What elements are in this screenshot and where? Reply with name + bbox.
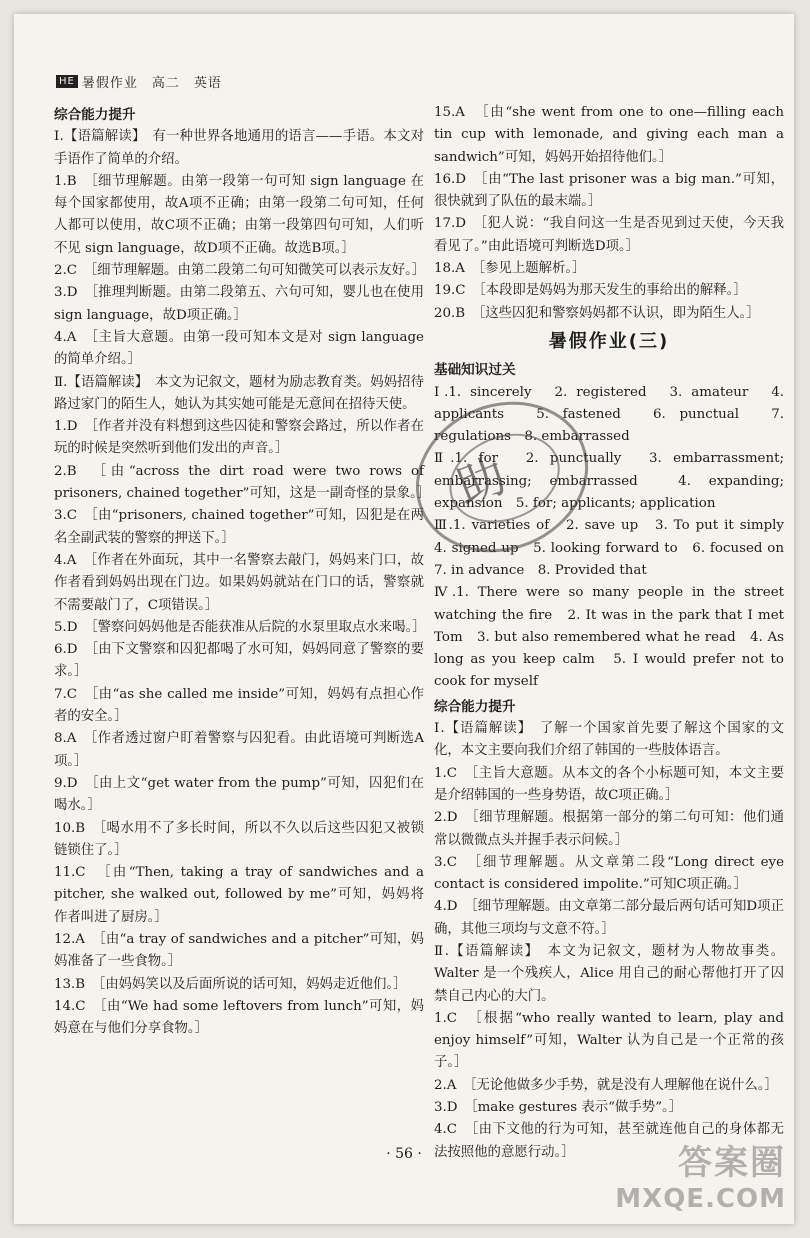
answer-item: 2.B ［由“across the dirt road were two rows of prisoners, chained together”可知，这是一副奇怪的景象。］ — [54, 463, 431, 502]
section-heading: 综合能力提升 — [54, 107, 136, 123]
stamp-glyph: 助 — [448, 447, 515, 518]
answer-item: Ⅲ.1. varieties of 2. save up 3. To put it simply 4. signed up 5. looking forward to 6. focused on 7. in advance 8. Provided that — [434, 518, 798, 578]
answer-item: 6.D ［由下文警察和囚犯都喝了水可知，妈妈同意了警察的要求。］ — [54, 642, 424, 680]
passage-summary: Ⅰ.【语篇解读】 有一种世界各地通用的语言——手语。本文对手语作了简单的介绍。 — [54, 129, 424, 167]
answer-item: 1.D ［作者并没有料想到这些囚徒和警察会路过，所以作者在玩的时候是突然听到他们发出的声音。］ — [54, 419, 424, 457]
answer-item: 20.B ［这些囚犯和警察妈妈都不认识，即为陌生人。］ — [434, 305, 760, 321]
answer-item: 4.A ［作者在外面玩，其中一名警察去敲门，妈妈来门口，故作者看到妈妈出现在门边。如果妈妈就站在门口的话，警察就不需要敲门了，C项错误。］ — [54, 552, 424, 613]
section-heading: 综合能力提升 — [434, 698, 516, 715]
answer-item: 3.C ［由“prisoners, chained together”可知，囚犯是在两名全副武装的警察的押送下。］ — [54, 508, 424, 546]
passage-summary: Ⅰ.【语篇解读】 了解一个国家首先要了解这个国家的文化，本文主要向我们介绍了韩国的一些肢体语言。 — [434, 721, 784, 759]
page-header — [56, 72, 222, 91]
answer-item: 2.D ［细节理解题。根据第一部分的第二句可知：他们通常以微微点头并握手表示问候。］ — [434, 810, 784, 848]
page-number: · 56 · — [386, 1146, 422, 1162]
answer-item: 13.B ［由妈妈笑以及后面所说的话可知，妈妈走近他们。］ — [54, 976, 407, 992]
answer-item: 16.D ［由“The last prisoner was a big man.”可知，很快就到了队伍的最末端。］ — [434, 171, 784, 210]
answer-item: 1.C ［根据“who really wanted to learn, play and enjoy himself”可知，Walter 认为自己是一个正常的孩子。］ — [434, 1010, 784, 1071]
section-heading: 基础知识过关 — [434, 362, 516, 379]
answer-item: 15.A ［由“she went from one to one—filling each tin cup with lemonade, and giving each man a sandwich”可知，妈妈开始招待他们。］ — [434, 105, 784, 165]
answer-item: 8.A ［作者透过窗户盯着警察与囚犯看。由此语境可判断选A项。］ — [54, 731, 424, 769]
passage-summary: Ⅱ.【语篇解读】 本文为记叙文，题材为励志教育类。妈妈招待路过家门的陌生人，她认为其实她可能是无意间在招待天使。 — [54, 374, 424, 412]
answer-item: 5.D ［警察问妈妈他是否能获准从后院的水泵里取点水来喝。］ — [54, 619, 426, 635]
answer-item: 2.C ［细节理解题。由第二段第二句可知微笑可以表示友好。］ — [54, 263, 426, 279]
answer-item: 19.C ［本段即是妈妈为那天发生的事给出的解释。］ — [434, 283, 747, 299]
answer-item: 7.C ［由“as she called me inside”可知，妈妈有点担心作者的安全。］ — [54, 686, 424, 725]
page — [14, 14, 798, 1224]
watermark — [615, 1135, 786, 1214]
right-column — [434, 102, 798, 1164]
answer-item: 2.A ［无论他做多少手势，就是没有人理解他在说什么。］ — [434, 1077, 778, 1093]
answer-item: 4.C ［由下文他的行为可知，甚至就连他自己的身体都无法按照他的意愿行动。］ — [434, 1122, 784, 1160]
assignment-title: 暑假作业(三) — [548, 330, 670, 352]
answer-item: 3.D ［推理判断题。由第二段第五、六句可知，婴儿也在使用 sign language，故D项正确。］ — [54, 285, 424, 323]
answer-item: 1.C ［主旨大意题。从本文的各个小标题可知，本文主要是介绍韩国的一些身势语，故C项正确。］ — [434, 765, 784, 803]
answer-item: 9.D ［由上文“get water from the pump”可知，囚犯们在喝水。］ — [54, 775, 424, 814]
answer-item: 17.D ［犯人说：“我自问这一生是否见到过天使，今天我看见了。”由此语境可判断选D项。］ — [434, 216, 784, 254]
header-title: 暑假作业 高二 英语 — [81, 76, 222, 91]
passage-summary: Ⅱ.【语篇解读】 本文为记叙文，题材为人物故事类。Walter 是一个残疾人，Alice 用自己的耐心帮他打开了囚禁自己内心的大门。 — [434, 943, 784, 1004]
answer-item: 4.D ［细节理解题。由文章第二部分最后两句话可知D项正确，其他三项均与文意不符。］ — [434, 899, 784, 937]
answer-item: 4.A ［主旨大意题。由第一段可知本文是对 sign language 的简单介绍。］ — [54, 329, 424, 368]
watermark-line1: 答案圈 — [678, 1143, 786, 1183]
answer-item: Ⅳ.1. There were so many people in the street watching the fire 2. It was in the park that I met Tom 3. but also remembered what he read 4. As long as you keep calm 5. I would prefer not to cook for myself — [434, 585, 784, 690]
answer-item: 18.A ［参见上题解析。］ — [434, 261, 586, 277]
answer-item: Ⅰ.1. sincerely 2. registered 3. amateur 4. applicants 5. fastened 6. punctual 7. regulations 8. embarrassed — [434, 384, 784, 445]
answer-item: Ⅱ.1. for 2. punctually 3. embarrassment; embarrassing; embarrassed 4. expanding; expansion 5. for; applicants; application — [434, 451, 784, 512]
series-logo: HE — [56, 75, 78, 88]
answer-item: 11.C ［由“Then, taking a tray of sandwiches and a pitcher, she walked out, followed by me”可知，妈妈将作者叫进了厨房。］ — [54, 865, 424, 925]
watermark-line2: MXQE.COM — [615, 1184, 786, 1214]
left-column — [54, 102, 431, 1040]
answer-item: 12.A ［由“a tray of sandwiches and a pitcher”可知，妈妈准备了一些食物。］ — [54, 931, 424, 970]
answer-item: 10.B ［喝水用不了多长时间，所以不久以后这些囚犯又被锁链锁住了。］ — [54, 820, 424, 858]
answer-item: 3.C ［细节理解题。从文章第二段“Long direct eye contact is considered impolite.”可知C项正确。］ — [434, 854, 784, 893]
answer-item: 1.B ［细节理解题。由第一段第一句可知 sign language 在每个国家都使用，故A项不正确；由第一段第二句可知，任何人都可以使用，故C项不正确；由第一段第四句可知，人们听不见 sign language，故D项不正确。故选B项。］ — [54, 173, 424, 256]
answer-item: 3.D ［make gestures 表示“做手势”。］ — [434, 1100, 683, 1116]
answer-item: 14.C ［由“We had some leftovers from lunch”可知，妈妈意在与他们分享食物。］ — [54, 998, 424, 1037]
